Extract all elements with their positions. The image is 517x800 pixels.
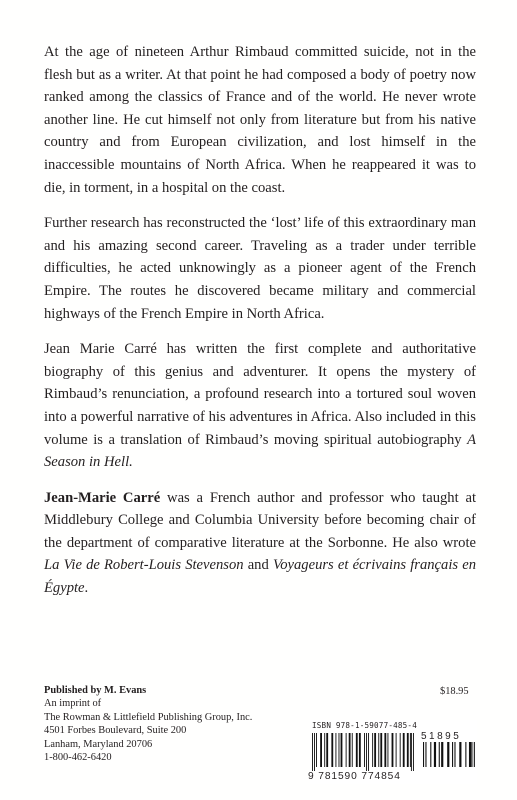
barcode-bar — [312, 733, 313, 771]
barcode-bar — [326, 733, 328, 767]
paragraph-3-text: Jean Marie Carré has written the first complete and authoritative biography of this genius and adventurer. It opens the mystery of Rimbaud’s renunciation, a profound research into a tortured soul woven into a powerful narrative of his adventures in Africa. Also included in this volume is a translation of Rimbaud’s moving spiritual autobiography — [44, 341, 476, 448]
imprint-label: An imprint of — [44, 698, 102, 710]
author-name: Jean-Marie Carré — [44, 489, 161, 506]
barcode-bar — [471, 742, 472, 767]
barcode-bar — [441, 742, 443, 767]
barcode-bar — [439, 742, 440, 767]
barcode-bar — [314, 733, 315, 771]
barcode-bar — [392, 733, 394, 767]
barcode-bar — [352, 733, 353, 767]
isbn-text: ISBN 978-1-59077-485-4 — [312, 721, 417, 730]
price: $18.95 — [440, 686, 469, 697]
barcode-bar — [384, 733, 386, 767]
barcode-bar — [434, 742, 436, 767]
barcode-bar — [364, 733, 365, 767]
barcode-bar — [366, 733, 367, 771]
barcode-bar — [372, 733, 373, 767]
paragraph-1: At the age of nineteen Arthur Rimbaud committed suicide, not in the flesh but as a writer. At that point he had composed a body of poetry now ranked among the classics of France and of the world. He never wrote another line. He cut himself not only from literature but from his native country and from European civilization, and lost himself in the inaccessible mountains of North Africa. When he reappeared it was to die, in torment, in a hospital on the coast. — [44, 44, 476, 196]
barcode-bar — [454, 742, 455, 767]
barcode-bar — [380, 733, 382, 767]
address-line-2: Lanham, Maryland 20706 — [44, 738, 153, 750]
barcode-bar — [430, 742, 431, 767]
barcode-bar — [410, 733, 411, 767]
bio-end: . — [84, 580, 89, 597]
barcode-bar — [452, 742, 453, 767]
barcode-bar — [331, 733, 333, 767]
barcode-bar — [374, 733, 376, 767]
phone-number: 1-800-462-6420 — [44, 752, 112, 764]
barcode-bar — [341, 733, 343, 767]
barcode-bar — [320, 733, 322, 767]
publisher-group: The Rowman & Littlefield Publishing Group, Inc. — [44, 711, 253, 723]
author-bio — [44, 487, 476, 600]
barcode-bar — [356, 733, 358, 767]
bio-text-1: was a French author and professor who taught at Middlebury College and Columbia University before becoming chair of the department of comparative literature at the Sorbonne. He also wrote — [44, 489, 477, 551]
barcode-bar — [400, 733, 401, 767]
book-title-voyageurs: Voyageurs et écrivains français en Égypte — [44, 557, 476, 597]
barcode-bar — [403, 733, 405, 767]
barcode-bar — [423, 742, 424, 767]
barcode-bar — [413, 733, 414, 771]
published-by: Published by M. Evans — [44, 685, 147, 696]
bio-and: and — [243, 557, 273, 574]
barcode-bar — [425, 742, 426, 767]
barcode-bar — [474, 742, 475, 767]
barcode-bar — [465, 742, 466, 767]
barcode-bar — [316, 733, 317, 767]
paragraph-2: Further research has reconstructed the ‘lost’ life of this extraordinary man and his amazing second career. Traveling as a trader under terrible difficulties, he acted unknowingly as a pioneer agent of the French Empire. The routes he discovered became military and commercial highways of the French Empire in North Africa. — [44, 215, 476, 322]
addon-digits: 51895 — [421, 731, 462, 742]
barcode-bar — [349, 733, 351, 767]
paragraph-3 — [44, 338, 476, 474]
description-text — [44, 41, 476, 600]
addon-barcode-bars — [422, 742, 476, 771]
barcode-bar — [459, 742, 461, 767]
barcode-bar — [407, 733, 409, 767]
publisher-info — [44, 684, 252, 764]
barcode-bar — [368, 733, 369, 771]
book-title-stevenson: La Vie de Robert-Louis Stevenson — [44, 557, 244, 574]
barcode-bar — [411, 733, 412, 771]
barcode-bar — [359, 733, 361, 767]
barcode-bar — [335, 733, 336, 767]
barcode-bar — [469, 742, 471, 767]
barcode-bar — [339, 733, 340, 767]
barcode-bar — [346, 733, 347, 767]
address-line-1: 4501 Forbes Boulevard, Suite 200 — [44, 725, 187, 737]
barcode-bar — [387, 733, 388, 767]
ean-digits: 9 781590 774854 — [308, 771, 401, 782]
barcode-bar — [324, 733, 325, 767]
barcode-bar — [378, 733, 379, 767]
barcode-bar — [396, 733, 397, 767]
barcode-bar — [447, 742, 449, 767]
book-title-season-in-hell: A Season in Hell. — [44, 431, 476, 471]
ean-barcode-bars — [311, 733, 415, 771]
